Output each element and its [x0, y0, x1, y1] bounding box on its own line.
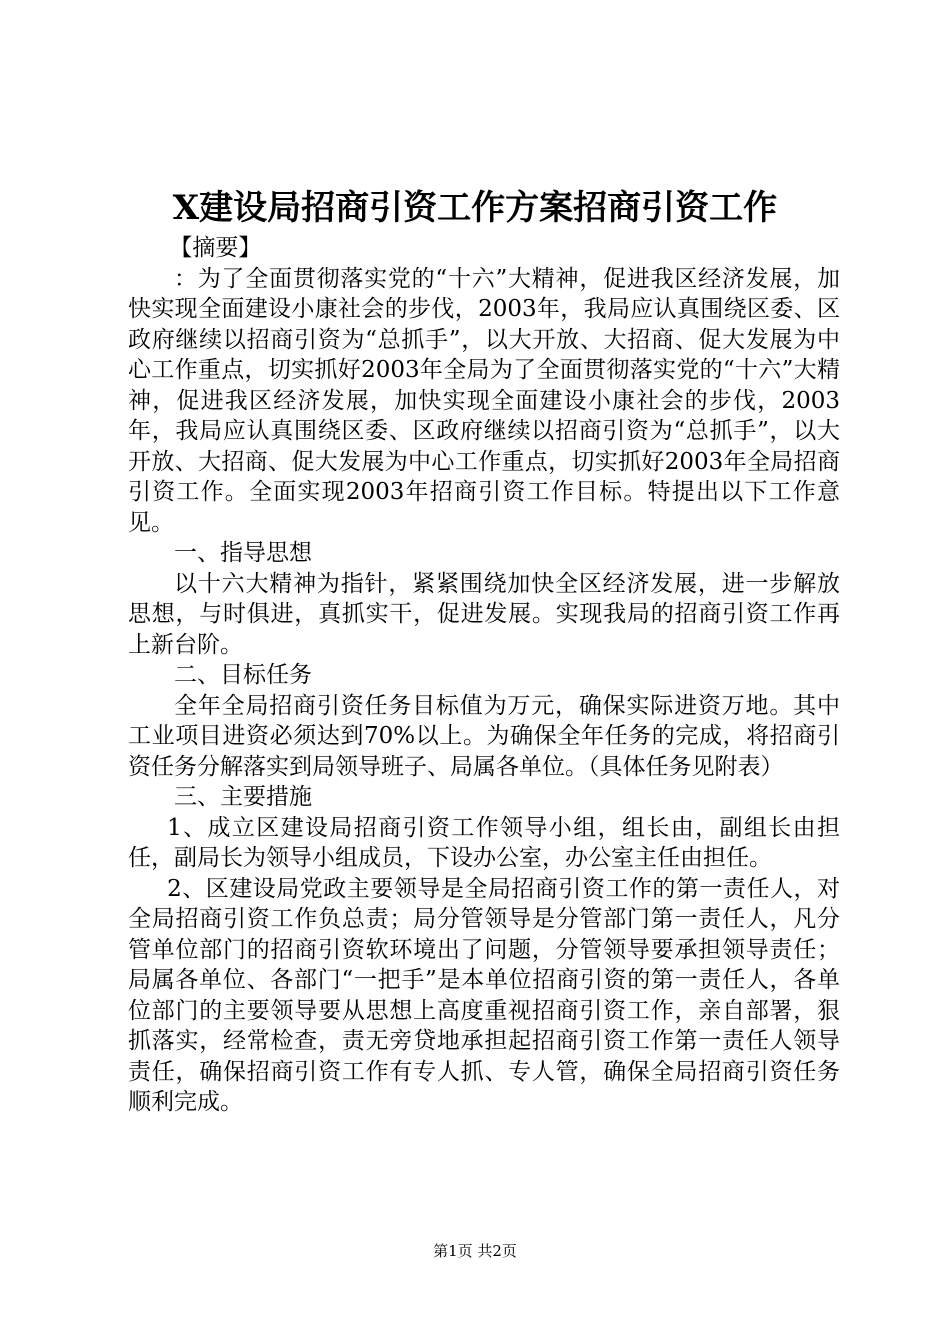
abstract-label: 【摘要】: [169, 235, 262, 261]
document-title: X建设局招商引资工作方案招商引资工作: [172, 188, 778, 228]
document-body: [128, 233, 840, 1118]
guiding-thought-paragraph: 以十六大精神为指针，紧紧围绕加快全区经济发展，进一步解放思想，与时俱进，真抓实干，促进发展。实现我局的招商引资工作再上新台阶。: [128, 570, 840, 658]
page-footer: 第1页 共2页: [433, 1242, 517, 1260]
section-heading-guiding-thought: 一、指导思想: [174, 540, 312, 566]
abstract-paragraph: ：为了全面贯彻落实党的“十六”大精神，促进我区经济发展，加快实现全面建设小康社会的步伐，2003年，我局应认真围绕区委、区政府继续以招商引资为“总抓手”，以大开放、大招商、促大发展为中心工作重点，切实抓好2003年全局为了全面贯彻落实党的“十六”大精神，促进我区经济发展，加快实现全面建设小康社会的步伐，2003年，我局应认真围绕区委、区政府继续以招商引资为“总抓手”，以大开放、大招商、促大发展为中心工作重点，切实抓好2003年全局招商引资工作。全面实现2003年招商引资工作目标。特提出以下工作意见。: [128, 265, 840, 536]
section-heading-main-measures: 三、主要措施: [174, 784, 312, 810]
measure-item-1: 1、成立区建设局招商引资工作领导小组，组长由，副组长由担任，副局长为领导小组成员，下设办公室，办公室主任由担任。: [128, 814, 840, 871]
section-heading-target-tasks: 二、目标任务: [174, 662, 312, 688]
measure-item-2: 2、区建设局党政主要领导是全局招商引资工作的第一责任人，对全局招商引资工作负总责；局分管领导是分管部门第一责任人，凡分管单位部门的招商引资软环境出了问题，分管领导要承担领导责任；局属各单位、各部门“一把手”是本单位招商引资的第一责任人，各单位部门的主要领导要从思想上高度重视招商引资工作，亲自部署，狠抓落实，经常检查，责无旁贷地承担起招商引资工作第一责任人领导责任，确保招商引资工作有专人抓、专人管，确保全局招商引资任务顺利完成。: [128, 875, 840, 1115]
target-tasks-paragraph: 全年全局招商引资任务目标值为万元，确保实际进资万地。其中工业项目进资必须达到70%以上。为确保全年任务的完成，将招商引资任务分解落实到局领导班子、局属各单位。（具体任务见附表）: [128, 692, 840, 780]
